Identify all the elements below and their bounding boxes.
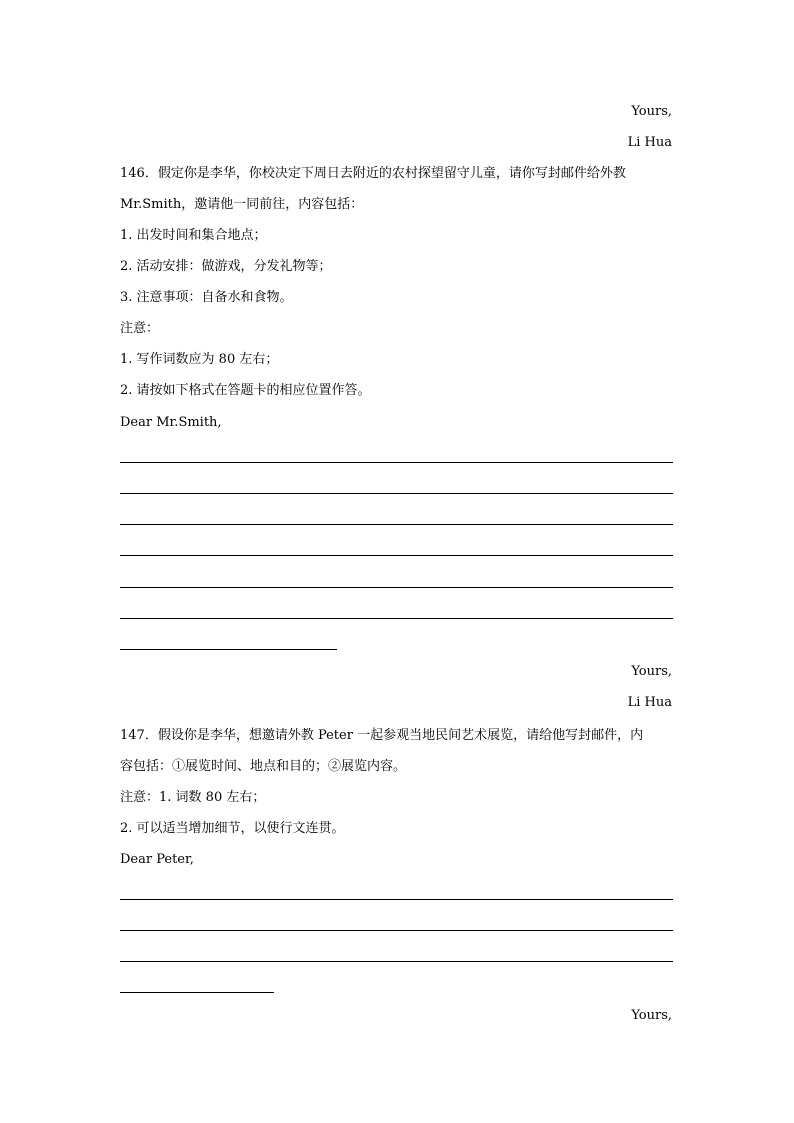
q147-prompt-line1: 147．假设你是李华，想邀请外教 Peter 一起参观当地民间艺术展览，请给他写封邮件，内 <box>120 728 644 743</box>
q146-name: Li Hua <box>627 695 672 710</box>
q146-writing-line <box>120 618 673 619</box>
q146-item-3: 3. 注意事项：自备水和食物。 <box>120 290 293 305</box>
q146-prompt-line2: Mr.Smith，邀请他一同前往，内容包括： <box>120 197 364 212</box>
closing-yours: Yours, <box>631 104 672 119</box>
q146-salutation: Dear Mr.Smith, <box>120 415 222 430</box>
q146-writing-line-short <box>120 649 337 650</box>
q147-note-line1: 注意：1. 词数 80 左右； <box>120 790 266 805</box>
q146-note-1: 1. 写作词数应为 80 左右； <box>120 352 279 367</box>
q147-writing-line <box>120 899 673 900</box>
q147-writing-line-short <box>120 992 274 993</box>
q146-item-1: 1. 出发时间和集合地点； <box>120 228 267 243</box>
q146-writing-line <box>120 524 673 525</box>
signature-name: Li Hua <box>627 135 672 150</box>
q146-writing-line <box>120 462 673 463</box>
q147-writing-line <box>120 961 673 962</box>
q146-prompt-line1: 146．假定你是李华，你校决定下周日去附近的农村探望留守儿童，请你写封邮件给外教 <box>120 166 626 181</box>
q147-writing-line <box>120 930 673 931</box>
q146-note-title: 注意： <box>120 321 160 336</box>
q146-item-2: 2. 活动安排：做游戏，分发礼物等； <box>120 259 332 274</box>
q146-writing-line <box>120 587 673 588</box>
q147-prompt-line2: 容包括：①展览时间、地点和目的；②展览内容。 <box>120 759 407 774</box>
q146-writing-line <box>120 493 673 494</box>
q147-closing: Yours, <box>631 1008 672 1023</box>
q147-salutation: Dear Peter, <box>120 852 194 867</box>
q146-closing: Yours, <box>631 664 672 679</box>
q146-writing-line <box>120 555 673 556</box>
q147-note-line2: 2. 可以适当增加细节，以使行文连贯。 <box>120 821 345 836</box>
q146-note-2: 2. 请按如下格式在答题卡的相应位置作答。 <box>120 383 371 398</box>
